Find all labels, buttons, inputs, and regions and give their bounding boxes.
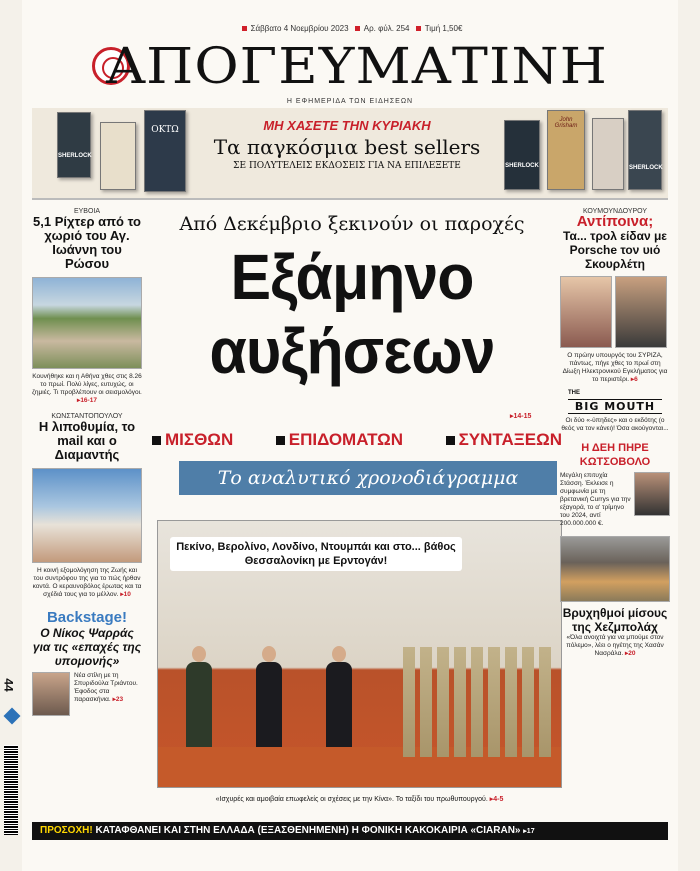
promo-headline: ΜΗ ΧΑΣΕΤΕ ΤΗΝ ΚΥΡΙΑΚΗ xyxy=(263,118,431,133)
guard xyxy=(522,647,534,757)
story-body: Ο πρώην υπουργός του ΣΥΡΙΖΑ, πάντως, πήγε χθες το πρωί στη Δίωξη Ηλεκτρονικού Εγκλήματος για το περιστέρι. ▸6 xyxy=(562,352,668,383)
barcode xyxy=(4,745,18,835)
story-headline[interactable]: Βρυχηθμοί μίσους της Χεζμπολάχ xyxy=(562,606,668,634)
page-ref: 6 xyxy=(634,376,638,383)
promo-subtitle: ΣΕ ΠΟΛΥΤΕΛΕΙΣ ΕΚΔΟΣΕΙΣ ΓΙΑ ΝΑ ΕΠΙΛΕΞΕΤΕ xyxy=(233,161,461,171)
masthead: ΑΠΟΓΕΥΜΑΤΙΝΗ xyxy=(106,37,608,95)
book-cover xyxy=(57,112,91,178)
red-carpet xyxy=(158,747,562,787)
story-headline[interactable]: Τα... τρολ είδαν με Porsche τον υιό Σκουρλέτη xyxy=(563,229,667,271)
breaking-text: ΚΑΤΑΦΘΑΝΕΙ ΚΑΙ ΣΤΗΝ ΕΛΛΑΔΑ (ΕΞΑΣΘΕΝΗΜΕΝΗ) Η ΦΟΝΙΚΗ ΚΑΚΟΚΑΙΡΙΑ «CIARAN» xyxy=(95,825,521,836)
portrait-photo xyxy=(560,276,612,348)
couple-photo xyxy=(32,468,142,563)
page-ref: 20 xyxy=(628,650,636,657)
portrait-photo xyxy=(615,276,667,348)
book-label: SHERLOCK xyxy=(505,163,539,169)
photo-caption-line: «Ισχυρές και αμοιβαία επωφελείς οι σχέσεις με την Κίνα». Το ταξίδι του πρωθυπουργού. ▸4-5 xyxy=(215,796,504,803)
right-column xyxy=(560,208,670,658)
masthead-subtitle: Η ΕΦΗΜΕΡΙΔΑ ΤΩΝ ΕΙΔΗΣΕΩΝ xyxy=(286,98,414,105)
book-cover xyxy=(144,110,186,192)
book-cover xyxy=(592,118,624,190)
issue-number: Αρ. φύλ. 254 xyxy=(363,24,410,33)
category-label: ΜΙΣΘΩΝ xyxy=(152,430,233,450)
story-body: Νέα στίλη με τη Σπυριδούλα Τριάντου. Έφοδος στα παρασκήνια. ▸23 xyxy=(74,672,138,703)
schedule-banner[interactable]: Το αναλυτικό χρονοδιάγραμμα xyxy=(179,461,557,495)
page-ref: 23 xyxy=(115,696,124,703)
category-label: ΣΥΝΤΑΞΕΩΝ xyxy=(446,430,562,450)
story-kicker: ΕΥΒΟΙΑ xyxy=(73,208,101,215)
breaking-bar[interactable]: ΠΡΟΣΟΧΗ! ΚΑΤΑΦΘΑΝΕΙ ΚΑΙ ΣΤΗΝ ΕΛΛΑΔΑ (ΕΞΑΣΘΕΝΗΜΕΝΗ) Η ΦΟΝΙΚΗ ΚΑΚΟΚΑΙΡΙΑ «CIARAN» ▸17 xyxy=(32,822,668,840)
smoke-photo xyxy=(560,536,670,602)
ceremony-photo xyxy=(157,520,562,788)
page-ref: 16-17 xyxy=(80,397,97,404)
guard xyxy=(488,647,500,757)
story-body: Οι δύο «-ύπηδες» και ο εκδότης (ο θεός να τον κάνει)! Όσα ακούγονται... xyxy=(561,417,669,432)
price: Τιμή 1,50€ xyxy=(424,24,463,33)
backstage-label: Backstage! xyxy=(46,609,128,626)
left-column xyxy=(32,208,142,716)
category-label: ΕΠΙΔΟΜΑΤΩΝ xyxy=(276,430,403,450)
story-kicker: ΚΟΥΜΟΥΝΔΟΥΡΟΥ xyxy=(582,208,648,215)
portrait-photo xyxy=(32,672,70,716)
lead-categories xyxy=(152,430,562,450)
story-headline[interactable]: Η ΔΕΗ ΠΗΡΕ ΚΩΤΣΟΒΟΛΟ xyxy=(579,442,651,468)
village-photo xyxy=(32,277,142,369)
page-number: 44 xyxy=(1,678,16,692)
lead-headline[interactable] xyxy=(162,240,542,388)
page-ref: 4-5 xyxy=(493,796,504,803)
promo-title: Τα παγκόσμια best sellers xyxy=(213,135,481,159)
page-ref: 17 xyxy=(526,828,535,835)
guard xyxy=(420,647,432,757)
story-headline[interactable]: Η λιποθυμία, το mail και ο Διαμαντής xyxy=(38,419,136,462)
story-body: Η κοινή εξομολόγηση της Ζωής και του συντρόφου της για το πώς ήρθαν κοντά. Ο κεραυνοβόλος έρωτας και τα σχέδιά τους για το μέλλον. ▸10 xyxy=(32,567,142,598)
story-body: Μεγάλη επιτυχία Στάσση. Έκλεισε η συμφωνία με τη βρετανική Currys για την εξαγορά, το α' τρίμηνο του 2024, αντί 200.000.000 €. xyxy=(560,472,631,527)
story-headline-red[interactable]: Αντίποινα; xyxy=(576,213,654,230)
headline-line1: Εξάμηνο xyxy=(230,241,474,313)
story-body: «Όλα ανοιχτά για να μπούμε στον πόλεμο», λέει ο ηγέτης της Χασάν Νασράλα. ▸20 xyxy=(566,634,664,657)
book-label: ΟΚΤΩ xyxy=(151,125,179,135)
lead-kicker: Από Δεκέμβριο ξεκινούν οι παροχές xyxy=(179,213,525,235)
promo-text xyxy=(182,118,512,171)
big-mouth-kicker: THE xyxy=(568,390,580,396)
book-label: SHERLOCK xyxy=(58,153,92,159)
guard xyxy=(471,647,483,757)
story-headline[interactable]: 5,1 Ρίχτερ από το χωριό του Αγ. Ιωάννη του Ρώσου xyxy=(33,214,141,271)
book-cover xyxy=(100,122,136,190)
page-ref: 10 xyxy=(123,591,131,598)
book-label: John Grisham xyxy=(554,117,578,129)
story-headline[interactable]: Ο Νίκος Ψαρράς για τις «επαχές της υπομονής» xyxy=(32,626,142,668)
lead-page-ref: ▸14-15 xyxy=(510,413,532,420)
person-figure xyxy=(326,662,352,757)
soldier-figure xyxy=(186,662,212,757)
diamond-icon xyxy=(4,708,21,725)
warning-label: ΠΡΟΣΟΧΗ! xyxy=(40,825,93,836)
book-cover xyxy=(628,110,662,190)
photo-caption: Πεκίνο, Βερολίνο, Λονδίνο, Ντουμπάι και στο... βάθος Θεσσαλονίκη με Ερντογάν! xyxy=(170,537,462,571)
guard xyxy=(437,647,449,757)
front-page xyxy=(1,0,678,871)
book-cover xyxy=(547,110,585,190)
guard xyxy=(505,647,517,757)
portrait-photo xyxy=(634,472,670,516)
headline-line2: αυξήσεων xyxy=(209,315,495,387)
book-label: SHERLOCK xyxy=(629,165,663,171)
story-kicker: ΚΩΝΣΤΑΝΤΟΠΟΥΛΟΥ xyxy=(51,413,123,420)
story-body: Κουνήθηκε και η Αθήνα χθες στις 8.26 το πρωί. Πολύ λίγες, ευτυχώς, οι ζημιές. Τι προβλέπουν οι σεισμολόγοι. ▸16-17 xyxy=(32,373,142,404)
guard xyxy=(454,647,466,757)
person-figure xyxy=(256,662,282,757)
big-mouth-title[interactable]: BIG MOUTH xyxy=(568,399,662,414)
guard xyxy=(403,647,415,757)
date-text: Σάββατο 4 Νοεμβρίου 2023 xyxy=(250,24,349,33)
guard xyxy=(539,647,551,757)
dateline xyxy=(22,24,678,33)
